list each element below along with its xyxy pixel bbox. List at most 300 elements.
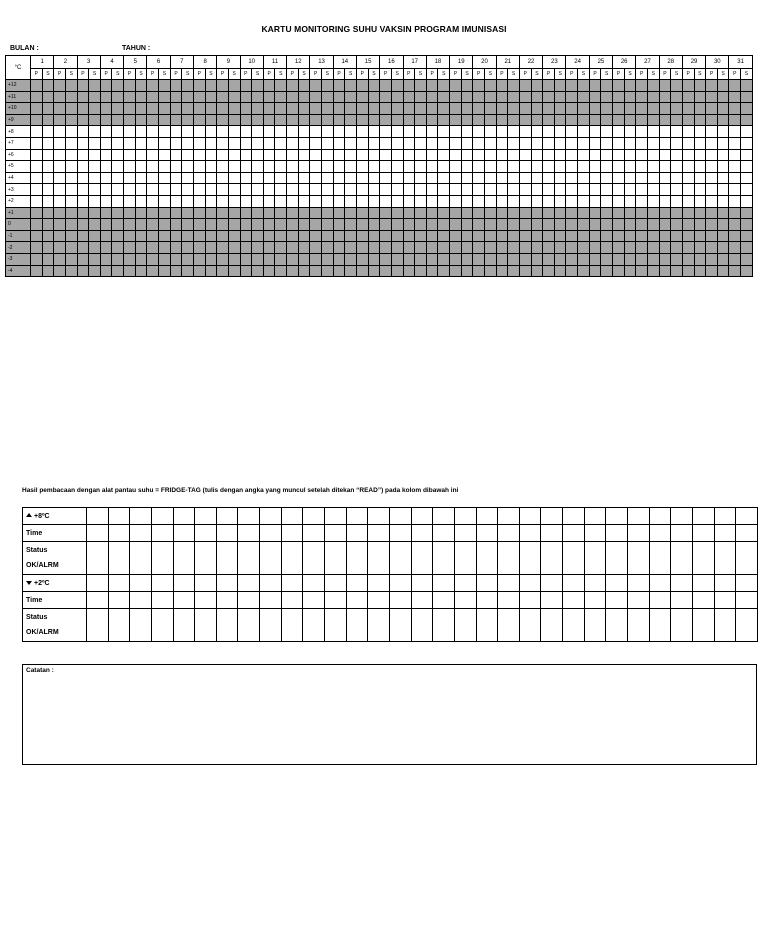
temp-cell[interactable]	[252, 184, 264, 196]
temp-cell[interactable]	[717, 195, 729, 207]
temp-cell[interactable]	[380, 91, 392, 103]
temp-cell[interactable]	[368, 265, 380, 277]
temp-cell[interactable]	[613, 230, 625, 242]
temp-cell[interactable]	[694, 103, 706, 115]
temp-cell[interactable]	[461, 207, 473, 219]
temp-cell[interactable]	[263, 207, 275, 219]
temp-cell[interactable]	[333, 137, 345, 149]
temp-cell[interactable]	[275, 265, 287, 277]
temp-cell[interactable]	[659, 242, 671, 254]
temp-cell[interactable]	[624, 265, 636, 277]
fridge-cell[interactable]	[519, 525, 541, 542]
temp-cell[interactable]	[391, 172, 403, 184]
temp-cell[interactable]	[473, 207, 485, 219]
temp-cell[interactable]	[182, 91, 194, 103]
temp-cell[interactable]	[741, 114, 753, 126]
temp-cell[interactable]	[368, 207, 380, 219]
temp-cell[interactable]	[659, 172, 671, 184]
fridge-cell[interactable]	[498, 525, 520, 542]
temp-cell[interactable]	[240, 265, 252, 277]
temp-cell[interactable]	[193, 137, 205, 149]
temp-cell[interactable]	[65, 103, 77, 115]
temp-cell[interactable]	[496, 114, 508, 126]
temp-cell[interactable]	[380, 126, 392, 138]
temp-cell[interactable]	[543, 126, 555, 138]
temp-cell[interactable]	[601, 137, 613, 149]
temp-cell[interactable]	[415, 137, 427, 149]
temp-cell[interactable]	[531, 172, 543, 184]
temp-cell[interactable]	[31, 265, 43, 277]
fridge-cell[interactable]	[130, 508, 152, 525]
temp-cell[interactable]	[554, 207, 566, 219]
temp-cell[interactable]	[601, 195, 613, 207]
temp-cell[interactable]	[496, 265, 508, 277]
temp-cell[interactable]	[519, 253, 531, 265]
fridge-cell[interactable]	[714, 508, 736, 525]
temp-cell[interactable]	[345, 242, 357, 254]
temp-cell[interactable]	[356, 184, 368, 196]
temp-cell[interactable]	[624, 230, 636, 242]
temp-cell[interactable]	[124, 149, 136, 161]
temp-cell[interactable]	[729, 161, 741, 173]
temp-cell[interactable]	[193, 114, 205, 126]
temp-cell[interactable]	[531, 80, 543, 92]
temp-cell[interactable]	[450, 195, 462, 207]
temp-cell[interactable]	[193, 103, 205, 115]
temp-cell[interactable]	[741, 149, 753, 161]
temp-cell[interactable]	[310, 172, 322, 184]
fridge-cell[interactable]	[108, 542, 130, 575]
temp-cell[interactable]	[310, 149, 322, 161]
temp-cell[interactable]	[31, 219, 43, 231]
temp-cell[interactable]	[682, 242, 694, 254]
temp-cell[interactable]	[147, 161, 159, 173]
temp-cell[interactable]	[543, 265, 555, 277]
temp-cell[interactable]	[170, 80, 182, 92]
temp-cell[interactable]	[473, 80, 485, 92]
temp-cell[interactable]	[415, 103, 427, 115]
temp-cell[interactable]	[473, 195, 485, 207]
temp-cell[interactable]	[135, 184, 147, 196]
temp-cell[interactable]	[298, 195, 310, 207]
temp-cell[interactable]	[566, 114, 578, 126]
temp-cell[interactable]	[694, 184, 706, 196]
fridge-cell[interactable]	[606, 542, 628, 575]
temp-cell[interactable]	[706, 149, 718, 161]
temp-cell[interactable]	[636, 126, 648, 138]
temp-cell[interactable]	[717, 91, 729, 103]
temp-cell[interactable]	[461, 161, 473, 173]
temp-cell[interactable]	[671, 149, 683, 161]
temp-cell[interactable]	[438, 114, 450, 126]
temp-cell[interactable]	[356, 253, 368, 265]
temp-cell[interactable]	[706, 91, 718, 103]
fridge-cell[interactable]	[714, 609, 736, 642]
temp-cell[interactable]	[42, 184, 54, 196]
temp-cell[interactable]	[252, 114, 264, 126]
temp-cell[interactable]	[89, 103, 101, 115]
temp-cell[interactable]	[578, 195, 590, 207]
fridge-cell[interactable]	[87, 575, 109, 592]
temp-cell[interactable]	[415, 126, 427, 138]
temp-cell[interactable]	[694, 253, 706, 265]
temp-cell[interactable]	[589, 80, 601, 92]
temp-cell[interactable]	[217, 80, 229, 92]
temp-cell[interactable]	[356, 265, 368, 277]
temp-cell[interactable]	[426, 103, 438, 115]
temp-cell[interactable]	[566, 219, 578, 231]
temp-cell[interactable]	[717, 149, 729, 161]
temp-cell[interactable]	[659, 80, 671, 92]
temp-cell[interactable]	[717, 184, 729, 196]
fridge-cell[interactable]	[238, 592, 260, 609]
temp-cell[interactable]	[170, 242, 182, 254]
temp-cell[interactable]	[566, 80, 578, 92]
temp-cell[interactable]	[508, 80, 520, 92]
temp-cell[interactable]	[519, 137, 531, 149]
fridge-cell[interactable]	[736, 609, 758, 642]
temp-cell[interactable]	[415, 265, 427, 277]
temp-cell[interactable]	[100, 230, 112, 242]
temp-cell[interactable]	[275, 161, 287, 173]
temp-cell[interactable]	[356, 103, 368, 115]
temp-cell[interactable]	[65, 114, 77, 126]
temp-cell[interactable]	[240, 207, 252, 219]
temp-cell[interactable]	[589, 161, 601, 173]
temp-cell[interactable]	[543, 149, 555, 161]
temp-cell[interactable]	[124, 207, 136, 219]
temp-cell[interactable]	[438, 80, 450, 92]
temp-cell[interactable]	[310, 207, 322, 219]
temp-cell[interactable]	[345, 126, 357, 138]
temp-cell[interactable]	[380, 230, 392, 242]
temp-cell[interactable]	[135, 126, 147, 138]
temp-cell[interactable]	[601, 207, 613, 219]
fridge-cell[interactable]	[671, 575, 693, 592]
temp-cell[interactable]	[613, 126, 625, 138]
temp-cell[interactable]	[333, 114, 345, 126]
temp-cell[interactable]	[519, 219, 531, 231]
temp-cell[interactable]	[170, 91, 182, 103]
temp-cell[interactable]	[741, 126, 753, 138]
temp-cell[interactable]	[100, 207, 112, 219]
temp-cell[interactable]	[647, 103, 659, 115]
temp-cell[interactable]	[426, 242, 438, 254]
temp-cell[interactable]	[65, 219, 77, 231]
temp-cell[interactable]	[601, 242, 613, 254]
temp-cell[interactable]	[240, 149, 252, 161]
temp-cell[interactable]	[741, 207, 753, 219]
temp-cell[interactable]	[31, 149, 43, 161]
temp-cell[interactable]	[706, 172, 718, 184]
temp-cell[interactable]	[473, 114, 485, 126]
fridge-cell[interactable]	[195, 508, 217, 525]
temp-cell[interactable]	[682, 114, 694, 126]
temp-cell[interactable]	[682, 161, 694, 173]
fridge-cell[interactable]	[151, 575, 173, 592]
temp-cell[interactable]	[636, 253, 648, 265]
temp-cell[interactable]	[170, 114, 182, 126]
temp-cell[interactable]	[403, 126, 415, 138]
temp-cell[interactable]	[415, 219, 427, 231]
temp-cell[interactable]	[461, 219, 473, 231]
temp-cell[interactable]	[450, 114, 462, 126]
temp-cell[interactable]	[263, 114, 275, 126]
temp-cell[interactable]	[77, 219, 89, 231]
temp-cell[interactable]	[473, 265, 485, 277]
temp-cell[interactable]	[228, 103, 240, 115]
temp-cell[interactable]	[450, 80, 462, 92]
temp-cell[interactable]	[473, 242, 485, 254]
temp-cell[interactable]	[322, 195, 334, 207]
temp-cell[interactable]	[717, 114, 729, 126]
temp-cell[interactable]	[380, 242, 392, 254]
temp-cell[interactable]	[415, 230, 427, 242]
temp-cell[interactable]	[31, 103, 43, 115]
temp-cell[interactable]	[182, 149, 194, 161]
temp-cell[interactable]	[485, 265, 497, 277]
temp-cell[interactable]	[135, 253, 147, 265]
temp-cell[interactable]	[275, 195, 287, 207]
fridge-cell[interactable]	[195, 575, 217, 592]
temp-cell[interactable]	[298, 126, 310, 138]
temp-cell[interactable]	[112, 80, 124, 92]
fridge-cell[interactable]	[303, 575, 325, 592]
temp-cell[interactable]	[531, 219, 543, 231]
temp-cell[interactable]	[159, 219, 171, 231]
temp-cell[interactable]	[298, 265, 310, 277]
temp-cell[interactable]	[624, 195, 636, 207]
temp-cell[interactable]	[636, 80, 648, 92]
temp-cell[interactable]	[298, 149, 310, 161]
temp-cell[interactable]	[589, 126, 601, 138]
fridge-cell[interactable]	[389, 575, 411, 592]
temp-cell[interactable]	[717, 161, 729, 173]
temp-cell[interactable]	[496, 172, 508, 184]
temp-cell[interactable]	[391, 253, 403, 265]
temp-cell[interactable]	[426, 219, 438, 231]
temp-cell[interactable]	[589, 103, 601, 115]
temp-cell[interactable]	[717, 253, 729, 265]
temp-cell[interactable]	[682, 126, 694, 138]
fridge-cell[interactable]	[476, 609, 498, 642]
temp-cell[interactable]	[217, 172, 229, 184]
temp-cell[interactable]	[228, 219, 240, 231]
temp-cell[interactable]	[485, 242, 497, 254]
temp-cell[interactable]	[193, 195, 205, 207]
temp-cell[interactable]	[240, 172, 252, 184]
temp-cell[interactable]	[112, 253, 124, 265]
fridge-cell[interactable]	[195, 592, 217, 609]
temp-cell[interactable]	[322, 103, 334, 115]
temp-cell[interactable]	[65, 265, 77, 277]
temp-cell[interactable]	[252, 207, 264, 219]
temp-cell[interactable]	[356, 195, 368, 207]
temp-cell[interactable]	[647, 242, 659, 254]
temp-cell[interactable]	[554, 80, 566, 92]
temp-cell[interactable]	[543, 91, 555, 103]
temp-cell[interactable]	[193, 161, 205, 173]
temp-cell[interactable]	[450, 219, 462, 231]
temp-cell[interactable]	[508, 195, 520, 207]
temp-cell[interactable]	[543, 195, 555, 207]
temp-cell[interactable]	[193, 253, 205, 265]
temp-cell[interactable]	[415, 172, 427, 184]
temp-cell[interactable]	[694, 137, 706, 149]
temp-cell[interactable]	[275, 207, 287, 219]
temp-cell[interactable]	[403, 242, 415, 254]
temp-cell[interactable]	[147, 149, 159, 161]
fridge-cell[interactable]	[649, 575, 671, 592]
temp-cell[interactable]	[438, 195, 450, 207]
temp-cell[interactable]	[717, 103, 729, 115]
temp-cell[interactable]	[228, 126, 240, 138]
temp-cell[interactable]	[368, 184, 380, 196]
temp-cell[interactable]	[554, 161, 566, 173]
temp-cell[interactable]	[403, 230, 415, 242]
temp-cell[interactable]	[310, 161, 322, 173]
temp-cell[interactable]	[112, 195, 124, 207]
temp-cell[interactable]	[613, 184, 625, 196]
temp-cell[interactable]	[496, 149, 508, 161]
fridge-cell[interactable]	[173, 609, 195, 642]
temp-cell[interactable]	[298, 80, 310, 92]
temp-cell[interactable]	[228, 80, 240, 92]
temp-cell[interactable]	[554, 230, 566, 242]
temp-cell[interactable]	[543, 253, 555, 265]
temp-cell[interactable]	[170, 207, 182, 219]
temp-cell[interactable]	[531, 195, 543, 207]
temp-cell[interactable]	[159, 161, 171, 173]
fridge-cell[interactable]	[389, 525, 411, 542]
temp-cell[interactable]	[124, 103, 136, 115]
temp-cell[interactable]	[636, 230, 648, 242]
temp-cell[interactable]	[566, 103, 578, 115]
fridge-cell[interactable]	[606, 609, 628, 642]
temp-cell[interactable]	[240, 91, 252, 103]
temp-cell[interactable]	[589, 242, 601, 254]
temp-cell[interactable]	[228, 230, 240, 242]
temp-cell[interactable]	[485, 195, 497, 207]
temp-cell[interactable]	[636, 161, 648, 173]
temp-cell[interactable]	[100, 161, 112, 173]
temp-cell[interactable]	[124, 195, 136, 207]
temp-cell[interactable]	[182, 253, 194, 265]
temp-cell[interactable]	[135, 207, 147, 219]
temp-cell[interactable]	[217, 161, 229, 173]
temp-cell[interactable]	[473, 161, 485, 173]
temp-cell[interactable]	[601, 126, 613, 138]
temp-cell[interactable]	[124, 172, 136, 184]
temp-cell[interactable]	[345, 91, 357, 103]
temp-cell[interactable]	[729, 80, 741, 92]
temp-cell[interactable]	[566, 161, 578, 173]
temp-cell[interactable]	[217, 91, 229, 103]
fridge-cell[interactable]	[346, 575, 368, 592]
temp-cell[interactable]	[694, 114, 706, 126]
fridge-cell[interactable]	[476, 575, 498, 592]
temp-cell[interactable]	[275, 80, 287, 92]
temp-cell[interactable]	[345, 114, 357, 126]
temp-cell[interactable]	[578, 219, 590, 231]
temp-cell[interactable]	[228, 137, 240, 149]
fridge-cell[interactable]	[692, 592, 714, 609]
temp-cell[interactable]	[694, 207, 706, 219]
temp-cell[interactable]	[77, 230, 89, 242]
fridge-cell[interactable]	[584, 525, 606, 542]
fridge-cell[interactable]	[281, 525, 303, 542]
temp-cell[interactable]	[391, 265, 403, 277]
fridge-cell[interactable]	[454, 592, 476, 609]
temp-cell[interactable]	[554, 253, 566, 265]
temp-cell[interactable]	[531, 161, 543, 173]
temp-cell[interactable]	[671, 91, 683, 103]
temp-cell[interactable]	[717, 207, 729, 219]
temp-cell[interactable]	[450, 265, 462, 277]
fridge-cell[interactable]	[368, 575, 390, 592]
temp-cell[interactable]	[217, 207, 229, 219]
temp-cell[interactable]	[613, 91, 625, 103]
temp-cell[interactable]	[240, 103, 252, 115]
temp-cell[interactable]	[473, 172, 485, 184]
temp-cell[interactable]	[403, 195, 415, 207]
temp-cell[interactable]	[31, 161, 43, 173]
temp-cell[interactable]	[659, 195, 671, 207]
temp-cell[interactable]	[624, 253, 636, 265]
temp-cell[interactable]	[159, 137, 171, 149]
fridge-cell[interactable]	[714, 525, 736, 542]
temp-cell[interactable]	[112, 149, 124, 161]
temp-cell[interactable]	[77, 265, 89, 277]
temp-cell[interactable]	[647, 195, 659, 207]
temp-cell[interactable]	[100, 253, 112, 265]
fridge-cell[interactable]	[281, 575, 303, 592]
temp-cell[interactable]	[368, 161, 380, 173]
temp-cell[interactable]	[554, 114, 566, 126]
temp-cell[interactable]	[601, 103, 613, 115]
temp-cell[interactable]	[519, 172, 531, 184]
temp-cell[interactable]	[729, 207, 741, 219]
temp-cell[interactable]	[426, 161, 438, 173]
temp-cell[interactable]	[333, 91, 345, 103]
temp-cell[interactable]	[170, 137, 182, 149]
temp-cell[interactable]	[473, 253, 485, 265]
temp-cell[interactable]	[135, 137, 147, 149]
temp-cell[interactable]	[77, 207, 89, 219]
temp-cell[interactable]	[682, 230, 694, 242]
temp-cell[interactable]	[706, 230, 718, 242]
temp-cell[interactable]	[228, 242, 240, 254]
temp-cell[interactable]	[345, 149, 357, 161]
temp-cell[interactable]	[391, 230, 403, 242]
temp-cell[interactable]	[508, 114, 520, 126]
fridge-cell[interactable]	[519, 592, 541, 609]
temp-cell[interactable]	[380, 137, 392, 149]
fridge-cell[interactable]	[303, 592, 325, 609]
temp-cell[interactable]	[403, 114, 415, 126]
temp-cell[interactable]	[275, 114, 287, 126]
temp-cell[interactable]	[543, 137, 555, 149]
temp-cell[interactable]	[741, 195, 753, 207]
temp-cell[interactable]	[578, 207, 590, 219]
temp-cell[interactable]	[147, 207, 159, 219]
temp-cell[interactable]	[368, 253, 380, 265]
fridge-cell[interactable]	[498, 609, 520, 642]
temp-cell[interactable]	[252, 126, 264, 138]
temp-cell[interactable]	[438, 219, 450, 231]
temp-cell[interactable]	[170, 219, 182, 231]
temp-cell[interactable]	[287, 80, 299, 92]
